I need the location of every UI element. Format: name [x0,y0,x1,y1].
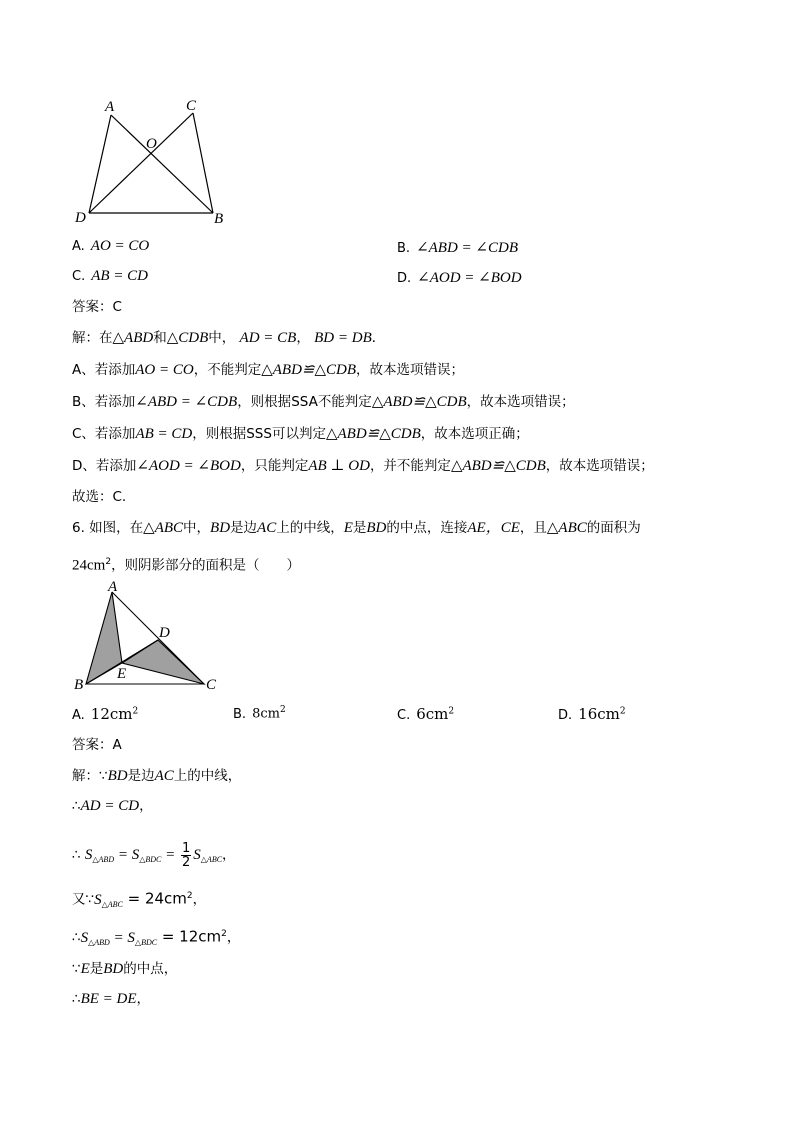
q5-conclusion: 故选：C. [72,489,127,505]
q5-solution-b: B、若添加∠ABD = ∠CDB，则根据SSA不能判定△ABD≌△CDB，故本选项错误； [72,394,575,410]
q6-solution-5: $\therefore S_{\triangle ABD} = S_{\triangle BDC} = 12cm^2$， [72,927,241,947]
q6-stem-line1: 6. 如图，在△ABC中，BD是边AC上的中线，E是BD的中点，连接AE，CE，且△ABC的面积为 [72,520,641,536]
fraction-one-half: $\frac{1}{2}$ [182,840,191,870]
label-c: C [186,98,197,114]
label-b: B [214,211,224,227]
q5-option-a-text: AO = CO [90,238,150,254]
q5-solution-intro: 解：在△ABD和△CDB中， AD = CB， BD = DB． [72,330,386,346]
label-e: E [117,666,127,682]
q5-solution-a: A、若添加AO = CO，不能判定△ABD≌△CDB，故本选项错误； [72,362,465,378]
q5-solution-d: D、若添加∠AOD = ∠BOD，只能判定AB ⊥ OD，并不能判定△ABD≌△CDB，故本选项错误； [72,458,654,474]
q6-solution-3: ∴ $S_{\triangle ABD} = S_{\triangle BDC}$ = $\frac{1}{2}$ $S_{\triangle ABC}$， [72,840,236,870]
figure-triangle-abc [70,580,230,695]
q6-solution-2: ∴AD = CD， [72,798,153,814]
q5-option-b-letter: B. [397,241,411,256]
label-b: B [74,677,84,693]
label-c: C [206,677,217,693]
label-o: O [146,136,157,152]
q6-option-d: D. $16cm^2$ [558,705,626,723]
q6-option-a: A. $12cm^2$ [72,705,139,723]
q5-option-b-text: ∠ABD = ∠CDB [416,240,518,256]
q5-option-a-letter: A. [72,239,85,254]
q5-option-d-letter: D. [397,271,412,286]
label-d: D [159,625,170,641]
figure-quadrilateral-abcd [70,94,240,229]
q5-option-c-letter: C. [72,269,86,284]
q6-solution-6: ∵E是BD的中点， [72,961,178,977]
q5-option-c [72,268,148,285]
q5-answer: 答案：C [72,299,122,315]
q5-option-a [72,238,149,255]
label-a: A [105,99,115,115]
q6-solution-7: ∴BE = DE， [72,991,151,1007]
label-a: A [108,580,118,595]
q5-option-d [397,268,522,287]
q6-answer: 答案：A [72,737,122,753]
q6-option-b: B. $8cm^2$ [233,705,286,722]
q6-option-c: C. $6cm^2$ [397,705,455,723]
q5-option-d-text: ∠AOD = ∠BOD [417,270,522,286]
q6-solution-1: 解：∵BD是边AC上的中线， [72,768,242,784]
shaded-triangle-cde [122,640,204,684]
q6-stem-line2: $24cm^2$，则阴影部分的面积是（ ） [72,557,301,574]
q5-option-b [397,238,518,257]
q6-solution-4: 又$\because S_{\triangle ABC} = 24cm^2$， [72,889,207,909]
label-d: D [75,210,86,226]
q5-option-c-text: AB = CD [91,268,149,284]
q5-solution-c: C、若添加AB = CD，则根据SSS可以判定△ABD≌△CDB，故本选项正确； [72,426,529,442]
